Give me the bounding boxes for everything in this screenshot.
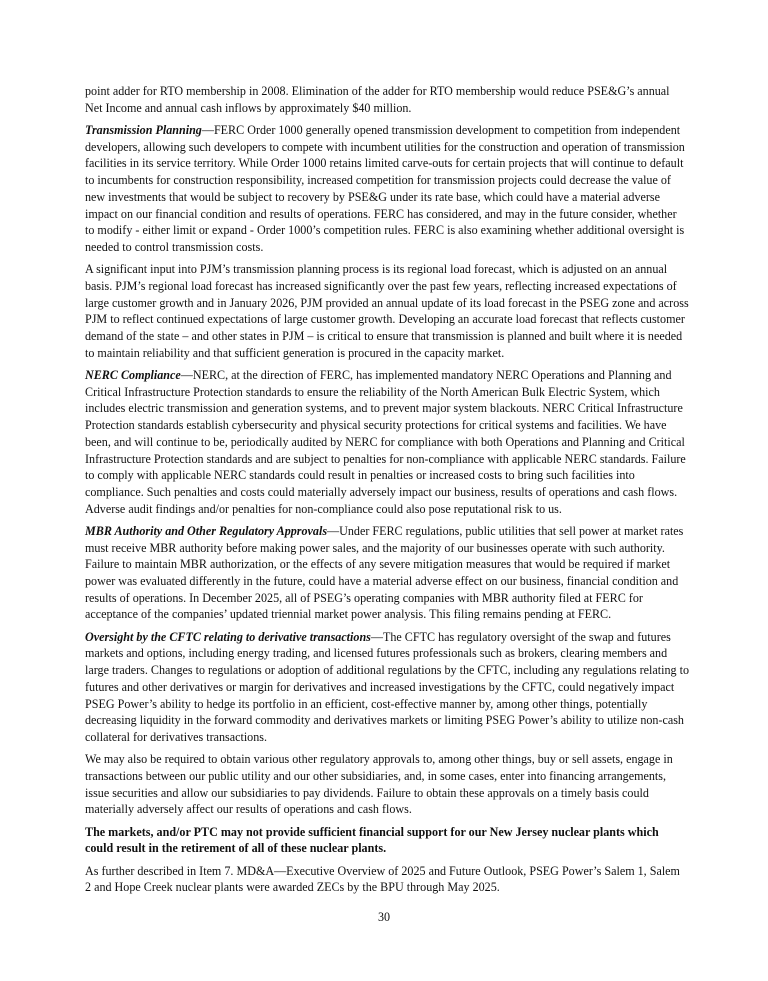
section-lead: Transmission Planning: [85, 123, 202, 137]
paragraph-rto-adder: point adder for RTO membership in 2008. Elimination of the adder for RTO membership would reduce PSE&G’s annual Net Income and annual cash inflows by approximately $40 million.: [85, 84, 670, 115]
section-lead: MBR Authority and Other Regulatory Approvals: [85, 523, 328, 538]
paragraph-cftc-oversight: [85, 629, 689, 746]
paragraph-other-approvals: We may also be required to obtain various other regulatory approvals to, among other things, buy or sell assets, engage in transactions between our public utility and our other subsidiaries, and, in some cases, enter into financing arrangements, issue securities and allow our subsidiaries to pay dividends. Failure to obtain these approvals on a timely basis could materially adversely affect our results of operations and cash flows.: [85, 752, 673, 817]
page-number: 30: [377, 910, 391, 924]
paragraph-text: —NERC, at the direction of FERC, has implemented mandatory NERC Operations and Planning and Critical Infrastructure Protection standards to ensure the reliability of the North American Bulk Electric System, which includes electric transmission and generation systems, and to prevent major system blackouts. NERC Critical Infrastructure Protection standards establish cybersecurity and physical security protections for critical systems and facilities. We have been, and will continue to be, periodically audited by NERC for compliance with both Operations and Planning and Critical Infrastructure Protection standards and are subject to penalties for non-compliance with applicable NERC standards. Failure to comply with applicable NERC standards could result in penalties or increased costs to bring such facilities into compliance. Such penalties and costs could materially adversely impact our business, results of operations and cash flows. Adverse audit findings and/or penalties for non-compliance could also pose reputational risk to us.: [85, 368, 686, 516]
paragraph-text: —FERC Order 1000 generally opened transmission development to competition from independent developers, allowing such developers to compete with incumbent utilities for the construction and operation of transmission facilities in its service territory. While Order 1000 retains limited carve-outs for certain projects that will continue to default to incumbents for construction responsibility, increased competition for transmission projects could decrease the value of new investments that would be subject to recovery by PSE&G under its rate base, which could have a material adverse impact on our financial condition and results of operations. FERC has considered, and may in the future consider, whether to modify - either limit or expand - Order 1000’s competition rules. FERC is also examining whether additional oversight is needed to control transmission costs.: [85, 123, 685, 254]
paragraph-text: —The CFTC has regulatory oversight of the swap and futures markets and options, including energy trading, and licensed futures professionals such as brokers, clearing members and large traders. Changes to regulations or adoption of additional regulations by the CFTC, including any regulations relating to futures and other derivatives or margin for derivatives and increased investigations by the CFTC, could negatively impact PSEG Power’s ability to hedge its portfolio in an efficient, cost-effective manner by, among other things, potentially decreasing liquidity in the forward commodity and derivatives markets or limiting PSEG Power’s ability to utilize non-cash collateral for derivatives transactions.: [85, 629, 690, 744]
paragraph-zecs: As further described in Item 7. MD&A—Executive Overview of 2025 and Future Outlook, PSEG Power’s Salem 1, Salem 2 and Hope Creek nuclear plants were awarded ZECs by the BPU through May 2025.: [85, 863, 680, 895]
paragraph-transmission-planning: [85, 122, 689, 256]
risk-factor-heading: The markets, and/or PTC may not provide sufficient financial support for our New Jersey nuclear plants which could result in the retirement of all of these nuclear plants.: [85, 824, 659, 856]
document-page: [85, 83, 689, 902]
paragraph-load-forecast: A significant input into PJM’s transmission planning process is its regional load forecast, which is adjusted on an annual basis. PJM’s regional load forecast has increased significantly over the past few years, reflecting increased expectations of large customer growth and in January 2026, PJM provided an annual update of its load forecast in the PSEG zone and across PJM to reflect continued expectations of large customer growth. Developing an accurate load forecast that reflects customer demand of the state – and other states in PJM – is critical to ensure that transmission is planned and built where it is needed to maintain reliability and that sufficient generation is procured in the capacity market.: [85, 262, 689, 360]
paragraph-nerc-compliance: [85, 367, 689, 517]
section-lead: NERC Compliance: [85, 368, 181, 383]
paragraph-text: —Under FERC regulations, public utilities that sell power at market rates must receive MBR authority before making power sales, and the majority of our businesses operate with such authority. Failure to maintain MBR authorization, or the effects of any severe mitigation measures that would be required if market power was evaluated differently in the future, could have a material adverse effect on our business, financial condition and results of operations. In December 2025, all of PSEG’s operating companies with MBR authority filed at FERC for acceptance of the companies’ updated triennial market power analysis. This filing remains pending at FERC.: [85, 523, 684, 622]
paragraph-mbr-authority: [85, 523, 689, 623]
section-lead: Oversight by the CFTC relating to derivative transactions: [85, 629, 371, 644]
